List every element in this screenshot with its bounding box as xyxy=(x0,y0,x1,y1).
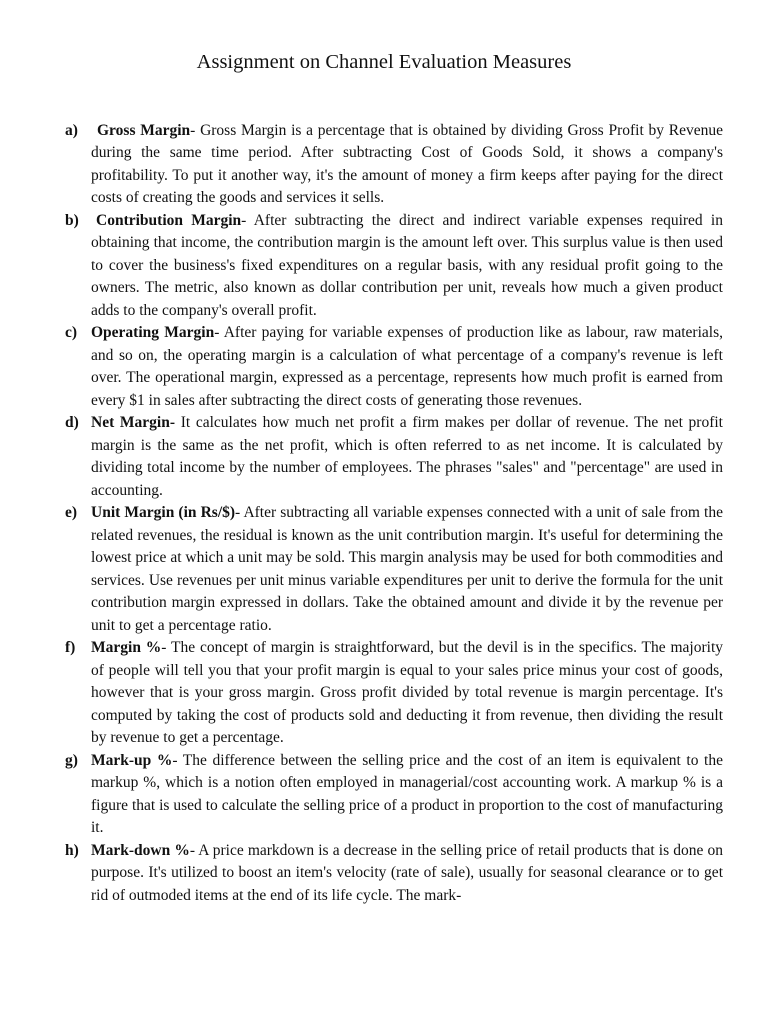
item-marker: h) xyxy=(65,841,79,859)
item-text: - After subtracting all variable expenses connected with a unit of sale from the related revenues, the residual is known as the unit contribution margin. It's useful for determining the lowest price at which a unit may be sold. This margin analysis may be used for both commodities and services. Use revenues per unit minus variable expenditures per unit to derive the formula for the unit contribution margin expressed in dollars. Take the obtained amount and divide it by the revenue per unit to get a percentage ratio. xyxy=(91,504,723,634)
item-text: - A price markdown is a decrease in the selling price of retail products that is done on purpose. It's utilized to boost an item's velocity (rate of sale), usually for seasonal clearance or to get rid of outmoded items at the end of its life cycle. The mark- xyxy=(91,841,723,904)
measures-list xyxy=(65,120,723,907)
item-text: - Gross Margin is a percentage that is obtained by dividing Gross Profit by Revenue during the same time period. After subtracting Cost of Goods Sold, it shows a company's profitability. To put it another way, it's the amount of money a firm keeps after paying for the direct costs of creating the goods and services it sells. xyxy=(91,122,723,207)
list-item-mark-down-percent xyxy=(65,840,723,907)
list-item-mark-up-percent xyxy=(65,750,723,840)
item-term: Net Margin- xyxy=(91,414,176,432)
item-marker: b) xyxy=(65,212,79,230)
list-item-operating-margin xyxy=(65,322,723,412)
item-term: Mark-up % xyxy=(91,751,173,769)
list-item-net-margin xyxy=(65,412,723,502)
item-term: Operating Margin xyxy=(91,324,215,342)
item-term: Mark-down % xyxy=(91,841,190,859)
item-marker: e) xyxy=(65,504,78,522)
list-item-gross-margin xyxy=(65,120,723,210)
item-marker: f) xyxy=(65,639,76,657)
item-term: Unit Margin (in Rs/$) xyxy=(91,504,236,522)
item-marker: g) xyxy=(65,751,78,769)
item-marker: c) xyxy=(65,324,78,342)
item-text: - After subtracting the direct and indirect variable expenses required in obtaining that income, the contribution margin is the amount left over. This surplus value is then used to cover the business's fixed expenditures on a regular basis, with any residual profit going to the owners. The metric, also known as dollar contribution per unit, reveals how much a given product adds to the company's overall profit. xyxy=(91,212,723,319)
list-item-contribution-margin xyxy=(65,210,723,322)
item-text: It calculates how much net profit a firm makes per dollar of revenue. The net profit margin is the same as the net profit, which is often referred to as net income. It is calculated by dividing total income by the number of employees. The phrases "sales" and "percentage" are used in accounting. xyxy=(91,414,723,499)
list-item-margin-percent xyxy=(65,637,723,749)
item-marker: a) xyxy=(65,122,78,139)
item-term: Margin % xyxy=(91,639,162,657)
list-item-unit-margin xyxy=(65,502,723,636)
document-title: Assignment on Channel Evaluation Measures xyxy=(196,51,572,73)
item-text: - The difference between the selling price and the cost of an item is equivalent to the markup %, which is a notion often employed in managerial/cost accounting work. A markup % is a figure that is used to calculate the selling price of a product in proportion to the cost of manufacturing it. xyxy=(91,751,723,836)
item-text: - After paying for variable expenses of production like as labour, raw materials, and so on, the operating margin is a calculation of what percentage of a company's revenue is left over. The operational margin, expressed as a percentage, represents how much profit is earned from every $1 in sales after subtracting the direct costs of generating those revenues. xyxy=(91,324,723,409)
item-term: Contribution Margin xyxy=(96,212,242,230)
item-text: - The concept of margin is straightforward, but the devil is in the specifics. The majority of people will tell you that your profit margin is equal to your sales price minus your cost of goods, however that is your gross margin. Gross profit divided by total revenue is margin percentage. It's computed by taking the cost of products sold and deducting it from revenue, then dividing the result by revenue to get a percentage. xyxy=(91,639,724,746)
item-marker: d) xyxy=(65,414,79,432)
item-term: Gross Margin xyxy=(97,122,191,139)
